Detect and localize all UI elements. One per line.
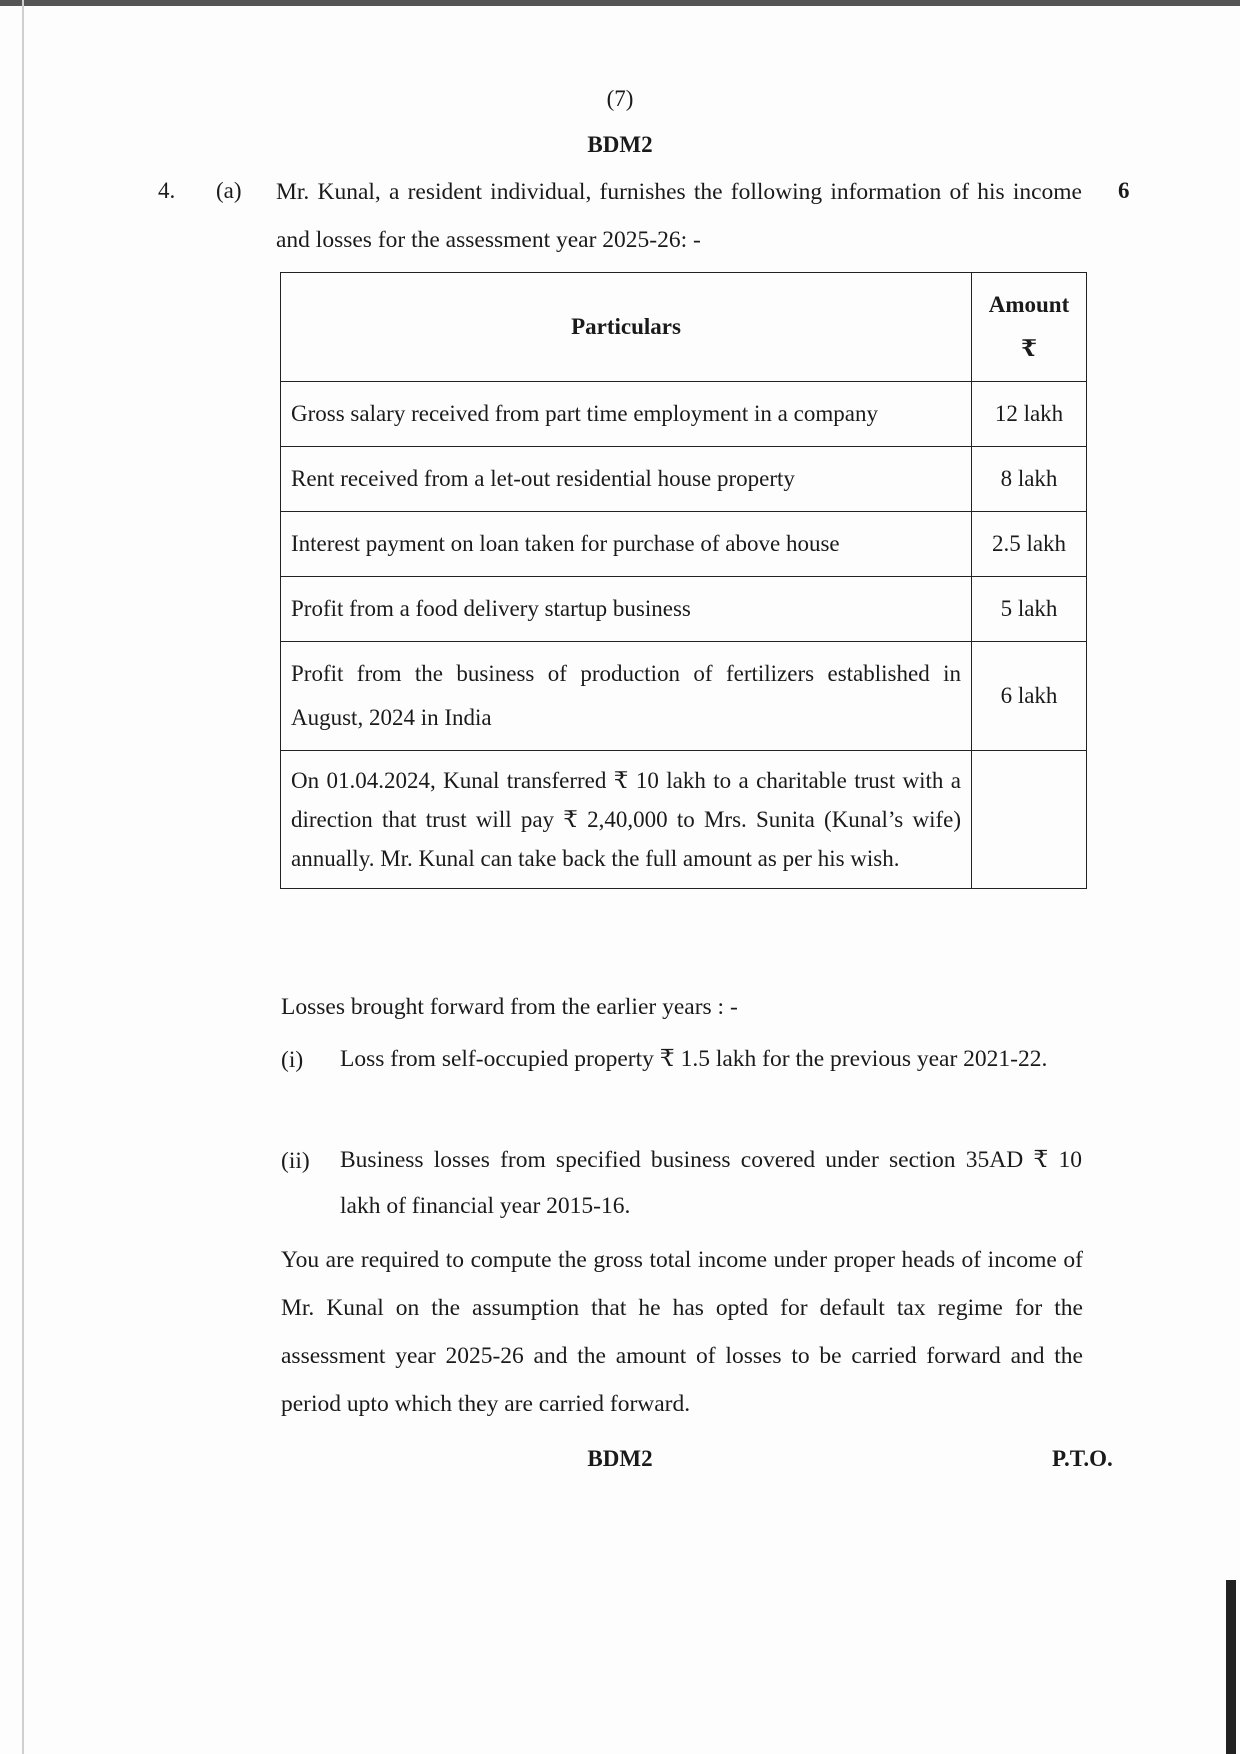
row-particular: Profit from the business of production of fertilizers established in August, 2024 in India	[281, 642, 972, 751]
question-part: (a)	[216, 178, 242, 203]
question-number: 4.	[158, 178, 176, 203]
loss-item-ii: Business losses from specified business covered under section 35AD ₹ 10 lakh of financial year 2015-16.	[340, 1147, 1082, 1219]
row-amount: 8 lakh	[972, 447, 1087, 512]
row-amount: 12 lakh	[972, 382, 1087, 447]
table-header-row	[281, 273, 1087, 382]
scan-edge-right	[1226, 1580, 1236, 1754]
paper-code-header: BDM2	[587, 132, 653, 157]
income-table	[280, 272, 1087, 889]
losses-heading: Losses brought forward from the earlier years : -	[281, 994, 738, 1020]
please-turn-over: P.T.O.	[1052, 1446, 1113, 1471]
row-particular: Rent received from a let-out residential house property	[281, 447, 972, 512]
table-row	[281, 447, 1087, 512]
row-amount: 5 lakh	[972, 577, 1087, 642]
row-amount: 6 lakh	[972, 642, 1087, 751]
row-particular: Gross salary received from part time employment in a company	[281, 382, 972, 447]
table-row	[281, 751, 1087, 889]
row-amount	[972, 751, 1087, 889]
instruction-text: You are required to compute the gross total income under proper heads of income of Mr. Kunal on the assumption that he has opted for default tax regime for the assessment year 2025-26 and the amount of losses to be carried forward and the period upto which they are carried forward.	[281, 1247, 1083, 1417]
page-number: (7)	[606, 86, 634, 111]
loss-label-ii: (ii)	[281, 1148, 310, 1174]
loss-item-i: Loss from self-occupied property ₹ 1.5 lakh for the previous year 2021-22.	[340, 1046, 1048, 1072]
scan-edge-left	[22, 0, 24, 1754]
header-amount-label: Amount	[988, 292, 1070, 317]
scan-edge-top	[0, 0, 1240, 6]
paper-code-footer: BDM2	[587, 1446, 653, 1471]
question-marks: 6	[1118, 178, 1130, 203]
row-particular: Profit from a food delivery startup business	[281, 577, 972, 642]
table-row	[281, 382, 1087, 447]
header-currency-symbol: ₹	[1020, 336, 1037, 361]
table-row	[281, 577, 1087, 642]
row-amount: 2.5 lakh	[972, 512, 1087, 577]
table-row	[281, 642, 1087, 751]
table-row	[281, 512, 1087, 577]
loss-label-i: (i)	[281, 1047, 304, 1073]
header-particulars: Particulars	[281, 273, 972, 382]
row-particular: Interest payment on loan taken for purchase of above house	[281, 512, 972, 577]
question-intro: Mr. Kunal, a resident individual, furnishes the following information of his income and losses for the assessment year 2025-26: -	[276, 179, 1082, 253]
header-amount	[972, 273, 1087, 382]
row-particular: On 01.04.2024, Kunal transferred ₹ 10 lakh to a charitable trust with a direction that trust will pay ₹ 2,40,000 to Mrs. Sunita (Kunal’s wife) annually. Mr. Kunal can take back the full amount as per his wish.	[281, 751, 972, 889]
